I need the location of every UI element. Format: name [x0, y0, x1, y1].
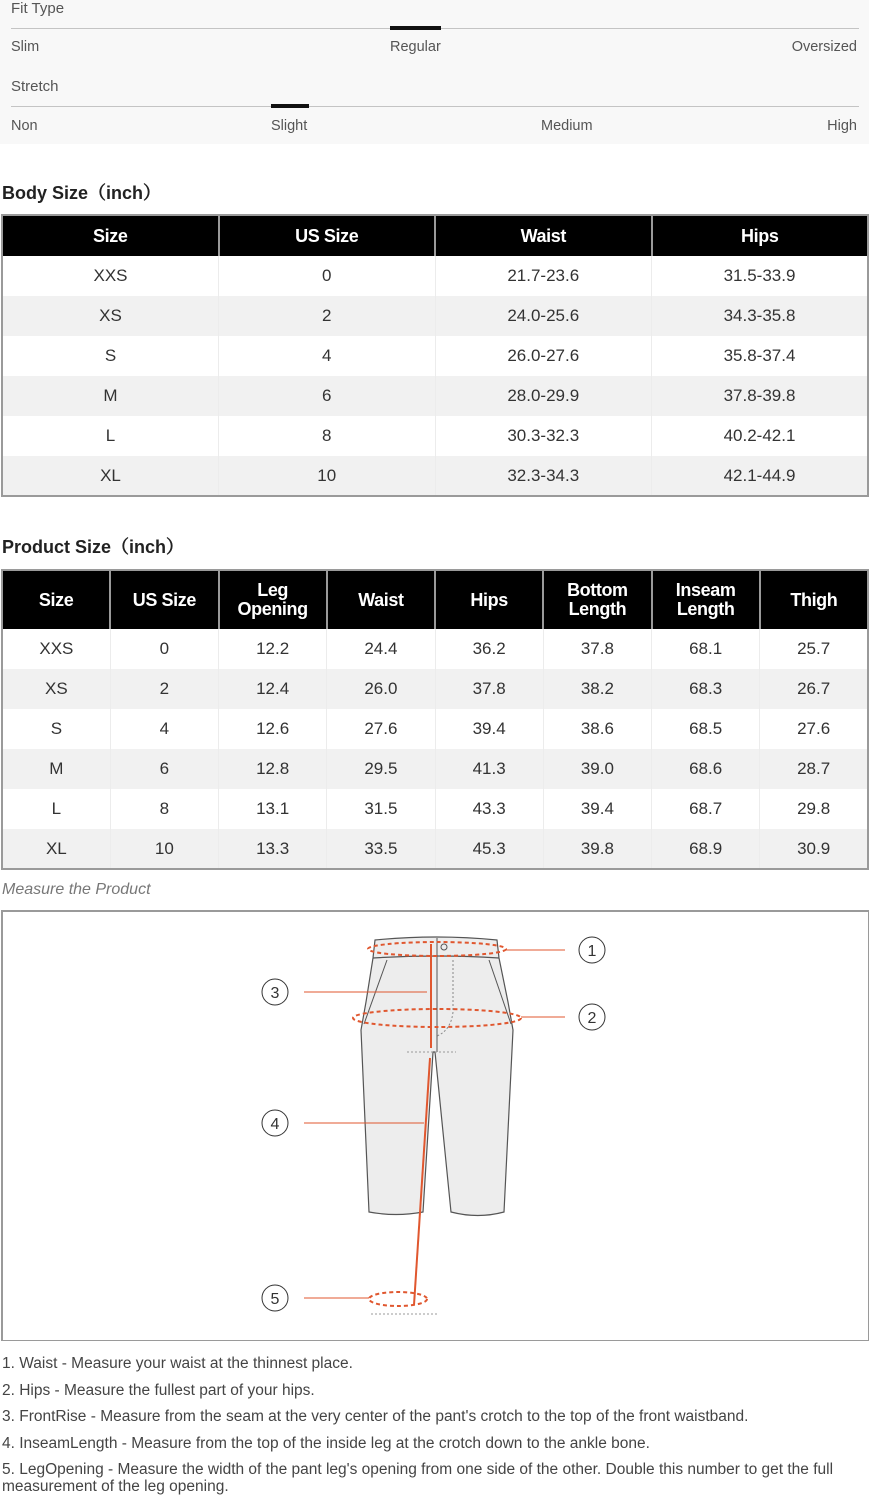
cell-bottom-length: 38.6 [543, 709, 651, 749]
cell-bottom-length: 39.0 [543, 749, 651, 789]
cell-leg-opening: 12.4 [219, 669, 327, 709]
product-size-title: Product Size（inch） [2, 537, 185, 557]
note-hips: 2. Hips - Measure the fullest part of your hips. [2, 1381, 315, 1399]
cell-hips: 41.3 [435, 749, 543, 789]
cell-thigh: 25.7 [760, 629, 868, 669]
table-row [2, 789, 868, 829]
header-us-size: US Size [110, 570, 218, 629]
measure-caption: Measure the Product [2, 881, 151, 898]
fit-type-label: Fit Type [11, 0, 65, 17]
marker-2 [579, 1004, 605, 1030]
cell-waist: 27.6 [327, 709, 435, 749]
stretch-option-high: High [827, 118, 857, 134]
stretch-option-non: Non [11, 118, 38, 134]
svg-text:3: 3 [270, 985, 280, 1002]
fit-option-slim: Slim [11, 39, 40, 55]
cell-bottom-length: 38.2 [543, 669, 651, 709]
cell-waist: 21.7-23.6 [435, 256, 652, 296]
cell-size: XXS [93, 266, 128, 285]
table-row [2, 629, 868, 669]
fit-type-indicator [390, 26, 441, 30]
cell-us-size: 2 [219, 296, 436, 336]
table-row [2, 709, 868, 749]
table-row [2, 336, 868, 376]
cell-bottom-length: 37.8 [543, 629, 651, 669]
cell-waist: 26.0-27.6 [435, 336, 652, 376]
cell-leg-opening: 12.2 [219, 629, 327, 669]
cell-hips: 40.2-42.1 [652, 416, 869, 456]
cell-size: XXS [39, 639, 74, 658]
cell-hips: 37.8 [435, 669, 543, 709]
cell-bottom-length: 39.4 [543, 789, 651, 829]
cell-size: XL [2, 456, 219, 496]
cell-us-size: 10 [219, 456, 436, 496]
table-row [2, 376, 868, 416]
cell-waist: 30.3-32.3 [435, 416, 652, 456]
cell-waist: 24.4 [327, 629, 435, 669]
cell-size: L [51, 799, 62, 818]
product-size-table [1, 569, 869, 870]
cell-hips: 45.3 [435, 829, 543, 869]
cell-inseam-length: 68.7 [652, 789, 760, 829]
cell-waist: 29.5 [327, 749, 435, 789]
header-size: Size [2, 570, 110, 629]
stretch-option-slight: Slight [271, 118, 308, 134]
cell-us-size: 8 [219, 416, 436, 456]
cell-waist: 32.3-34.3 [435, 456, 652, 496]
cell-hips: 36.2 [435, 629, 543, 669]
fit-option-oversized: Oversized [791, 39, 857, 55]
marker-3 [262, 979, 288, 1005]
cell-size: L [105, 426, 116, 445]
svg-text:1: 1 [587, 943, 597, 960]
cell-us-size: 10 [110, 829, 218, 869]
fit-option-regular: Regular [390, 39, 441, 55]
cell-us-size: 8 [110, 789, 218, 829]
note-front-rise: 3. FrontRise - Measure from the seam at the very center of the pant's crotch to the top of the front waistband. [2, 1408, 749, 1425]
table-row [2, 416, 868, 456]
note-waist: 1. Waist - Measure your waist at the thinnest place. [2, 1355, 353, 1372]
cell-hips: 34.3-35.8 [652, 296, 869, 336]
cell-size: XS [2, 669, 110, 709]
header-waist: Waist [435, 215, 652, 256]
stretch-track [11, 106, 859, 107]
table-row [2, 669, 868, 709]
header-bottom-length: Bottom Length [543, 570, 651, 629]
cell-size: S [104, 346, 117, 365]
cell-inseam-length: 68.5 [652, 709, 760, 749]
cell-hips: 42.1-44.9 [652, 456, 869, 496]
cell-size: XS [2, 296, 219, 336]
cell-hips: 35.8-37.4 [652, 336, 869, 376]
header-hips: Hips [435, 570, 543, 629]
cell-waist: 26.0 [327, 669, 435, 709]
cell-size: M [2, 376, 219, 416]
svg-text:5: 5 [270, 1291, 280, 1308]
table-row [2, 256, 868, 296]
cell-waist: 33.5 [327, 829, 435, 869]
note-leg-opening: 5. LegOpening - Measure the width of the pant leg's opening from one side of the other. Double this number to get the full measurement of the leg opening. [2, 1461, 834, 1495]
body-size-table [1, 214, 869, 497]
svg-text:2: 2 [587, 1010, 597, 1027]
measurement-diagram [1, 910, 869, 1341]
header-us-size: US Size [219, 215, 436, 256]
cell-thigh: 26.7 [760, 669, 868, 709]
stretch-indicator [271, 104, 309, 108]
cell-hips: 37.8-39.8 [652, 376, 869, 416]
marker-4 [262, 1110, 288, 1136]
pants-illustration [3, 912, 869, 1340]
marker-5 [262, 1285, 288, 1311]
cell-size: S [50, 719, 63, 738]
header-leg-opening: Leg Opening [219, 570, 327, 629]
fit-stretch-panel [0, 0, 869, 144]
cell-thigh: 29.8 [760, 789, 868, 829]
svg-text:4: 4 [270, 1116, 280, 1133]
table-row [2, 296, 868, 336]
cell-leg-opening: 12.8 [219, 749, 327, 789]
body-size-title: Body Size（inch） [2, 183, 162, 203]
table-row [2, 749, 868, 789]
cell-hips: 31.5-33.9 [652, 256, 869, 296]
cell-us-size: 6 [110, 749, 218, 789]
cell-leg-opening: 13.3 [219, 829, 327, 869]
cell-us-size: 2 [110, 669, 218, 709]
cell-inseam-length: 68.6 [652, 749, 760, 789]
cell-inseam-length: 68.9 [652, 829, 760, 869]
measurement-notes [2, 1355, 862, 1500]
cell-us-size: 0 [219, 256, 436, 296]
cell-thigh: 30.9 [760, 829, 868, 869]
cell-waist: 31.5 [327, 789, 435, 829]
cell-us-size: 6 [219, 376, 436, 416]
table-row [2, 829, 868, 869]
cell-us-size: 4 [219, 336, 436, 376]
stretch-option-medium: Medium [541, 118, 593, 134]
cell-leg-opening: 12.6 [219, 709, 327, 749]
marker-1 [579, 937, 605, 963]
cell-waist: 24.0-25.6 [435, 296, 652, 336]
cell-us-size: 4 [110, 709, 218, 749]
header-hips: Hips [652, 215, 869, 256]
cell-size: M [2, 749, 110, 789]
header-waist: Waist [327, 570, 435, 629]
cell-bottom-length: 39.8 [543, 829, 651, 869]
cell-hips: 39.4 [435, 709, 543, 749]
cell-hips: 43.3 [435, 789, 543, 829]
table-row [2, 456, 868, 496]
cell-size: XL [2, 829, 110, 869]
stretch-label: Stretch [11, 78, 59, 95]
header-inseam-length: Inseam Length [652, 570, 760, 629]
header-size: Size [2, 215, 219, 256]
cell-thigh: 27.6 [760, 709, 868, 749]
note-inseam-length: 4. InseamLength - Measure from the top of the inside leg at the crotch down to the ankle bone. [2, 1434, 650, 1452]
cell-leg-opening: 13.1 [219, 789, 327, 829]
header-thigh: Thigh [760, 570, 868, 629]
cell-waist: 28.0-29.9 [435, 376, 652, 416]
cell-us-size: 0 [110, 629, 218, 669]
cell-thigh: 28.7 [760, 749, 868, 789]
cell-inseam-length: 68.1 [652, 629, 760, 669]
cell-inseam-length: 68.3 [652, 669, 760, 709]
